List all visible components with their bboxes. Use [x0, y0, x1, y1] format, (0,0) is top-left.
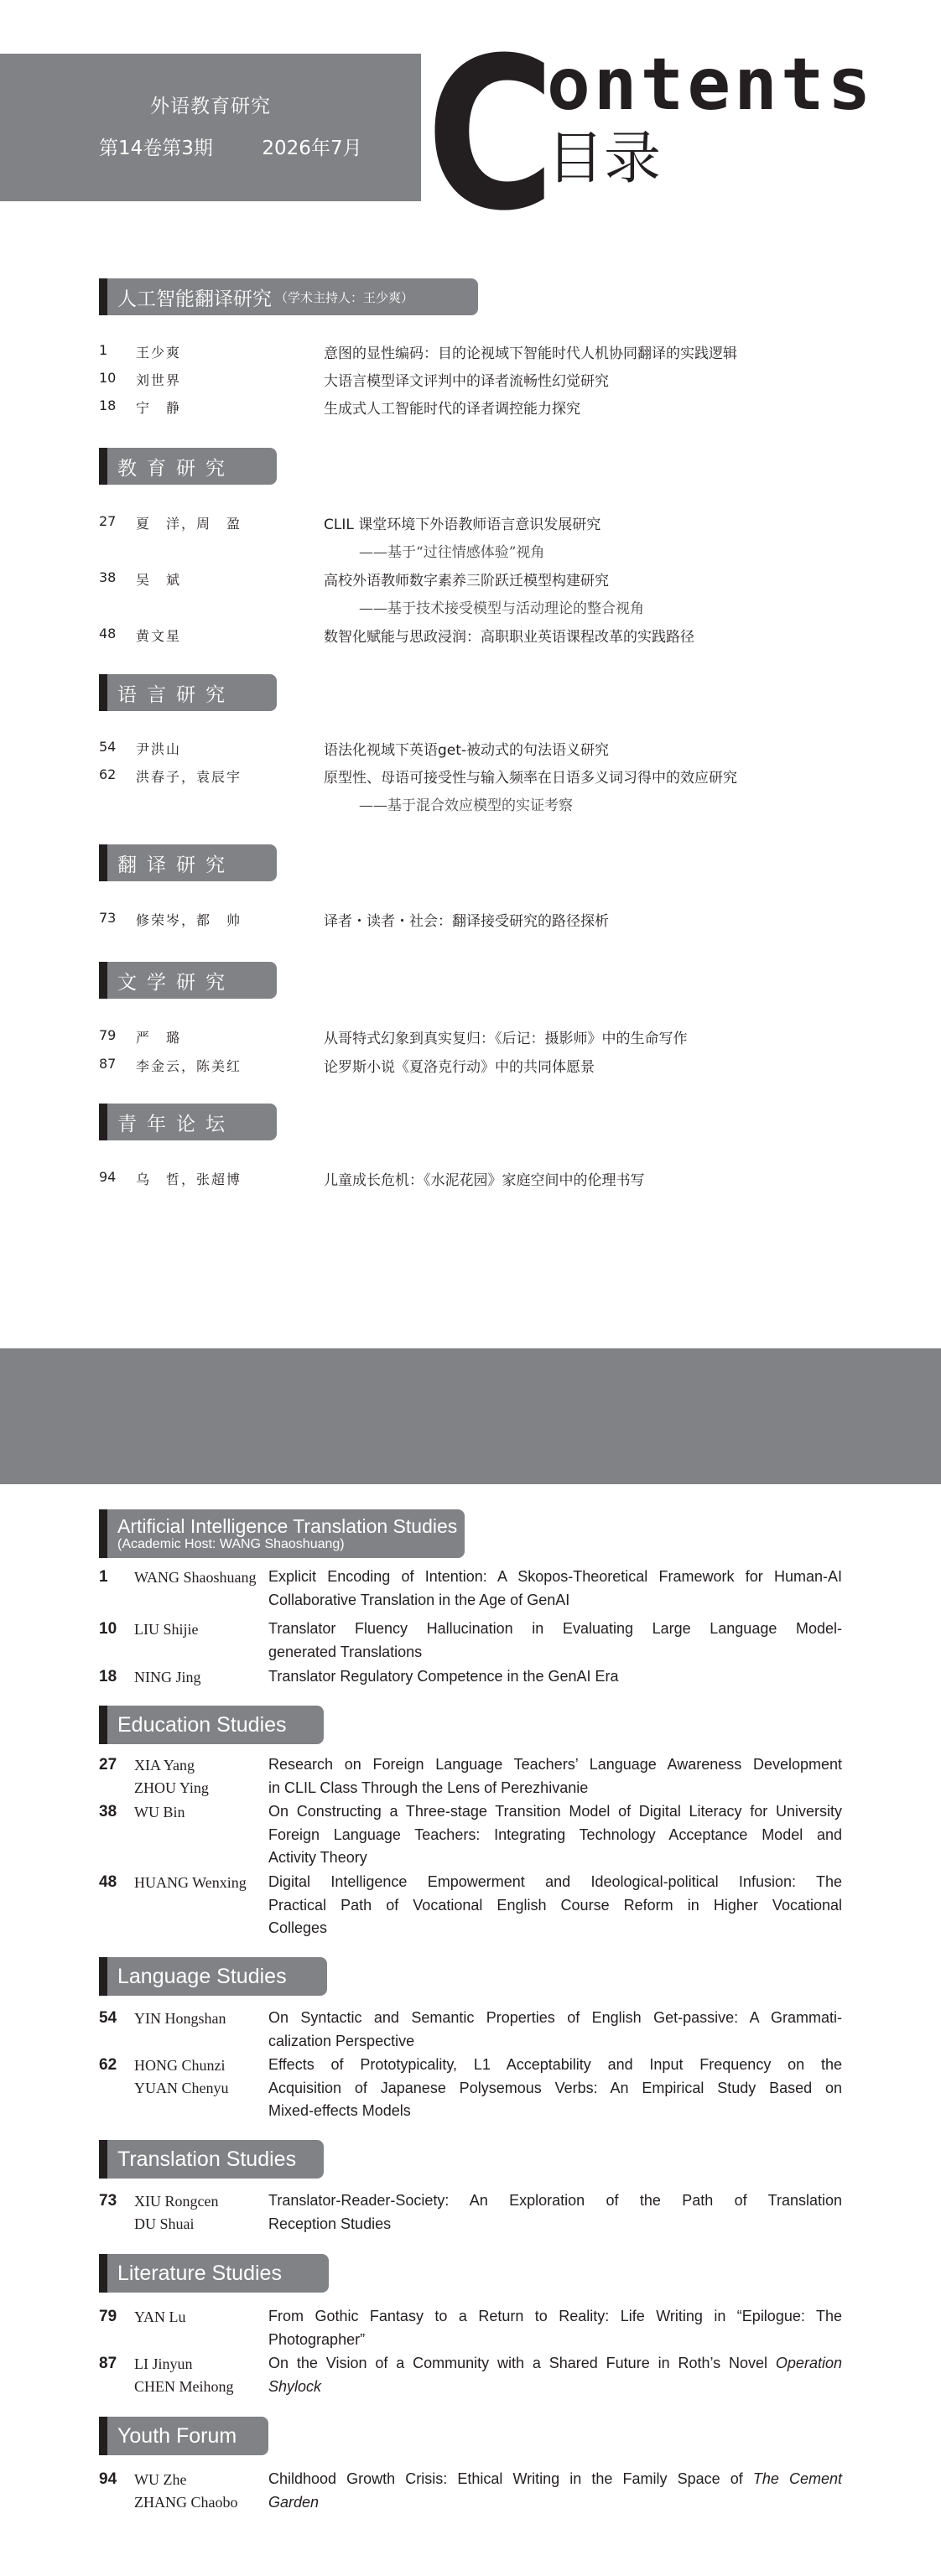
- title-line: Practical Path of Vocational English Course Reform in Higher Vocational: [268, 1896, 842, 1914]
- title-line: [268, 2468, 842, 2491]
- author: WU Bin: [134, 1804, 185, 1820]
- header-band: [0, 54, 421, 201]
- page-number: 18: [99, 1668, 117, 1685]
- author-list: [134, 2353, 234, 2398]
- author: XIA Yang: [134, 1757, 195, 1774]
- title-line: Translator Fluency Hallucination in Evaluating Large Language Model-: [268, 1620, 842, 1637]
- section-host: (Academic Host: WANG Shaoshuang): [117, 1536, 345, 1551]
- section-heading: Literature Studies: [99, 2254, 329, 2293]
- issue-volume: 第14卷第3期: [99, 138, 213, 159]
- contents-heading-cn: 目录: [547, 126, 662, 192]
- page-number: 62: [99, 2056, 117, 2074]
- title-line: Photographer”: [268, 2330, 366, 2348]
- page-number: 1: [99, 342, 108, 358]
- journal-name: 外语教育研究: [150, 96, 271, 117]
- article-subtitle: ——基于技术接受模型与活动理论的整合视角: [359, 600, 644, 617]
- title-line: Digital Intelligence Empowerment and Ideological-political Infusion: The: [268, 1873, 842, 1890]
- article-title: 高校外语教师数字素养三阶跃迁模型构建研究: [324, 573, 609, 589]
- article-title: [268, 1800, 842, 1870]
- article-title: [268, 1665, 842, 1689]
- title-line: Foreign Language Teachers: Integrating Technology Acceptance Model and: [268, 1826, 842, 1843]
- author: 宁 静: [136, 400, 182, 416]
- title-line: Collaborative Translation in the Age of GenAI: [268, 1591, 570, 1608]
- article-subtitle: ——基于混合效应模型的实证考察: [359, 797, 573, 814]
- page-number: 79: [99, 2308, 117, 2325]
- article-title: 从哥特式幻象到真实复归：《后记：摄影师》中的生命写作: [324, 1031, 688, 1047]
- article-title: 儿童成长危机：《水泥花园》家庭空间中的伦理书写: [324, 1172, 645, 1189]
- article-title: [268, 2007, 842, 2053]
- author: LI Jinyun: [134, 2355, 193, 2372]
- section-heading: Youth Forum: [99, 2417, 268, 2455]
- page-number: 27: [99, 513, 117, 529]
- title-italic: Operation: [775, 2355, 842, 2371]
- article-subtitle: ——基于“过往情感体验”视角: [359, 544, 545, 561]
- author: 洪春子，袁辰宇: [136, 769, 242, 785]
- section-heading: Language Studies: [99, 1957, 327, 1996]
- page-number: 87: [99, 2355, 117, 2372]
- page-number: 38: [99, 1803, 117, 1820]
- page-number: 54: [99, 2009, 117, 2027]
- author: ZHOU Ying: [134, 1779, 209, 1796]
- title-line: Translator Regulatory Competence in the GenAI Era: [268, 1668, 619, 1685]
- page-number: 79: [99, 1027, 117, 1043]
- author-list: [134, 1872, 247, 1894]
- page-number: 48: [99, 626, 117, 641]
- author-list: [134, 2007, 226, 2030]
- author: 黄文星: [136, 628, 182, 644]
- title-line: From Gothic Fantasy to a Return to Reality: Life Writing in “Epilogue: The: [268, 2308, 842, 2324]
- author-list: [134, 1618, 199, 1641]
- article-title: 意图的显性编码：目的论视域下智能时代人机协同翻译的实践逻辑: [324, 345, 737, 362]
- author: 夏 洋，周 盈: [136, 516, 242, 532]
- section-heading: 教育研究: [99, 448, 277, 485]
- title-line: Activity Theory: [268, 1849, 367, 1866]
- title-italic: Shylock: [268, 2377, 322, 2395]
- title-line: [268, 2376, 842, 2399]
- article-title: [268, 2352, 842, 2398]
- author: HUANG Wenxing: [134, 1874, 247, 1891]
- title-line: Translator-Reader-Society: An Exploration of the Path of Translation: [268, 2192, 842, 2209]
- author: XIU Rongcen: [134, 2193, 219, 2210]
- page-number: 94: [99, 2470, 117, 2488]
- page-number: 18: [99, 397, 117, 413]
- author: 乌 哲，张超博: [136, 1171, 242, 1187]
- author: WU Zhe: [134, 2471, 187, 2488]
- issue-date: 2026年7月: [262, 138, 362, 159]
- author: 吴 斌: [136, 572, 182, 588]
- title-line: Colleges: [268, 1919, 328, 1936]
- page-number: 38: [99, 569, 117, 585]
- author: WANG Shaoshuang: [134, 1569, 257, 1586]
- author-list: [134, 2469, 238, 2514]
- title-line: On Syntactic and Semantic Properties of English Get-passive: A Grammati-: [268, 2009, 842, 2026]
- section-title: Artificial Intelligence Translation Studies: [117, 1514, 458, 1537]
- title-line: Acquisition of Japanese Polysemous Verbs: An Empirical Study Based on: [268, 2079, 842, 2096]
- title-line: [268, 2491, 842, 2515]
- title-line: [268, 2352, 842, 2376]
- contents-big-c: C: [426, 13, 556, 257]
- page-number: 48: [99, 1873, 117, 1891]
- section-heading: 文学研究: [99, 962, 277, 999]
- divider-band: [0, 1348, 941, 1484]
- title-line: Reception Studies: [268, 2215, 392, 2232]
- author-list: [134, 2306, 186, 2329]
- title-line: generated Translations: [268, 1643, 423, 1660]
- section-heading: Translation Studies: [99, 2140, 324, 2179]
- title-line: Research on Foreign Language Teachers’ Language Awareness Development: [268, 1756, 842, 1773]
- author: YIN Hongshan: [134, 2010, 226, 2027]
- author: LIU Shijie: [134, 1621, 199, 1638]
- title-line: Explicit Encoding of Intention: A Skopos-Theoretical Framework for Human-AI: [268, 1568, 842, 1585]
- title-line: Mixed-effects Models: [268, 2102, 411, 2119]
- page-number: 54: [99, 739, 117, 755]
- section-heading: 语言研究: [99, 674, 277, 711]
- section-heading: [99, 1509, 465, 1558]
- section-host: （学术主持人：王少爽）: [275, 289, 414, 305]
- author: CHEN Meihong: [134, 2378, 234, 2395]
- page-number: 73: [99, 910, 117, 926]
- page-number: 1: [99, 1568, 108, 1586]
- page-number: 87: [99, 1056, 117, 1072]
- author-list: [134, 1801, 185, 1824]
- contents-heading: ontents: [547, 43, 875, 127]
- article-title: 数智化赋能与思政浸润：高职职业英语课程改革的实践路径: [324, 629, 694, 646]
- article-title: 译者・读者・社会：翻译接受研究的路径探析: [324, 913, 609, 930]
- author: 严 璐: [136, 1030, 182, 1046]
- title-line: On Constructing a Three-stage Transition Model of Digital Literacy for University: [268, 1803, 842, 1820]
- author: YUAN Chenyu: [134, 2080, 229, 2096]
- article-title: 生成式人工智能时代的译者调控能力探究: [324, 401, 580, 418]
- title-line: Effects of Prototypicality, L1 Acceptability and Input Frequency on the: [268, 2056, 842, 2073]
- author-list: [134, 2054, 229, 2100]
- author: DU Shuai: [134, 2215, 195, 2232]
- author: HONG Chunzi: [134, 2057, 226, 2074]
- article-title: 论罗斯小说《夏洛克行动》中的共同体愿景: [324, 1059, 595, 1076]
- page-number: 27: [99, 1756, 117, 1774]
- title-text: Childhood Growth Crisis: Ethical Writing in the Family Space of: [268, 2470, 743, 2487]
- article-title: 大语言模型译文评判中的译者流畅性幻觉研究: [324, 373, 609, 390]
- section-heading: 青年论坛: [99, 1104, 277, 1140]
- title-italic: Garden: [268, 2493, 320, 2511]
- article-title: [268, 2054, 842, 2123]
- author-list: [134, 2190, 218, 2236]
- author: 尹洪山: [136, 741, 182, 757]
- author: 修荣岑，都 帅: [136, 912, 242, 928]
- author: YAN Lu: [134, 2309, 186, 2325]
- section-heading: [99, 278, 478, 315]
- author: 王少爽: [136, 345, 182, 361]
- title-line: in CLIL Class Through the Lens of Perezhivanie: [268, 1779, 589, 1796]
- section-heading: Education Studies: [99, 1706, 324, 1744]
- page-number: 10: [99, 1620, 117, 1638]
- page-number: 94: [99, 1169, 117, 1185]
- author-list: [134, 1566, 257, 1589]
- author: NING Jing: [134, 1669, 201, 1685]
- title-line: calization Perspective: [268, 2032, 415, 2049]
- author: 李金云，陈美红: [136, 1058, 242, 1074]
- article-title: [268, 2305, 842, 2351]
- section-title: 人工智能翻译研究: [117, 288, 272, 310]
- article-title: [268, 1618, 842, 1664]
- page-number: 73: [99, 2192, 117, 2210]
- article-title: [268, 1871, 842, 1940]
- author: ZHANG Chaobo: [134, 2494, 238, 2511]
- article-title: CLIL 课堂环境下外语教师语言意识发展研究: [324, 517, 601, 533]
- page-number: 10: [99, 370, 117, 386]
- author-list: [134, 1754, 209, 1800]
- page-number: 62: [99, 766, 117, 782]
- author-list: [134, 1666, 201, 1689]
- title-italic: The Cement: [752, 2470, 842, 2487]
- author: 刘世界: [136, 372, 182, 388]
- title-text: On the Vision of a Community with a Shared Future in Roth’s Novel: [268, 2355, 768, 2371]
- article-title: 语法化视域下英语get-被动式的句法语义研究: [324, 742, 610, 759]
- issue-line: [99, 132, 362, 160]
- section-heading: 翻译研究: [99, 844, 277, 881]
- article-title: [268, 2189, 842, 2236]
- article-title: [268, 2468, 842, 2514]
- article-title: [268, 1566, 842, 1612]
- article-title: [268, 1753, 842, 1800]
- article-title: 原型性、母语可接受性与输入频率在日语多义词习得中的效应研究: [324, 770, 737, 787]
